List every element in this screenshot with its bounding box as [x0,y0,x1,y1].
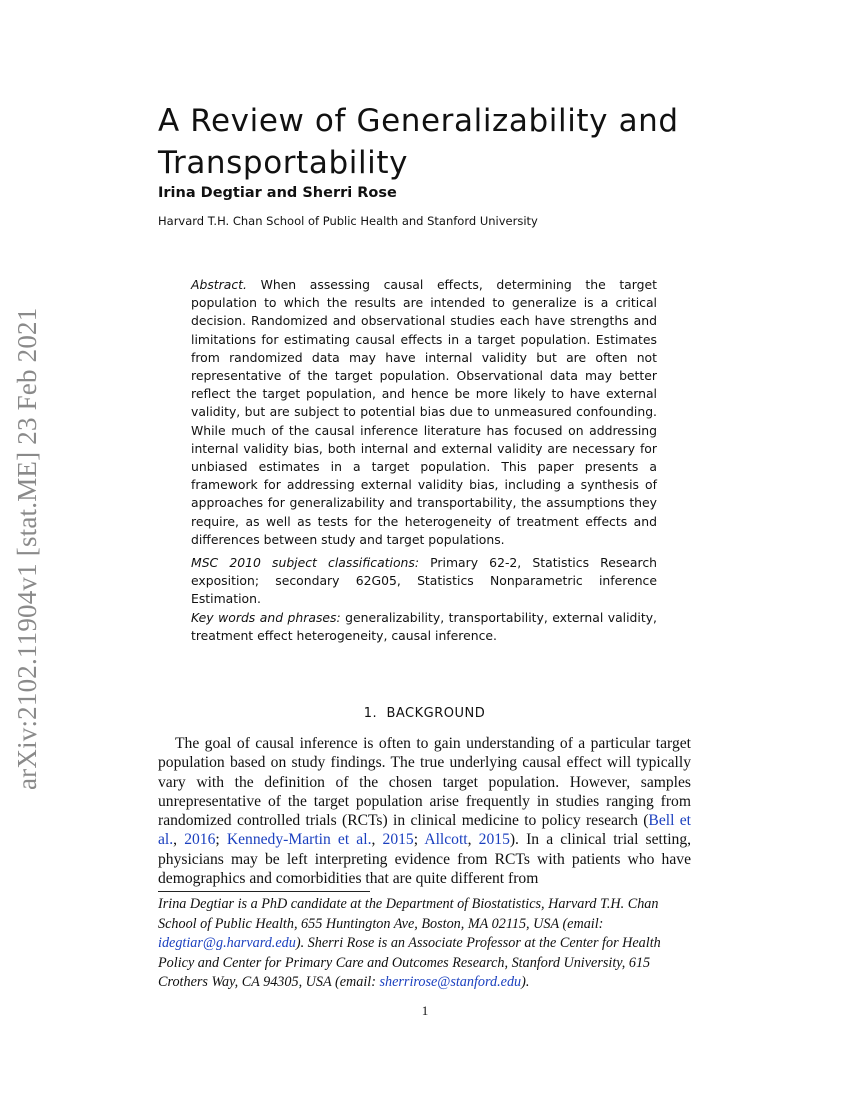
author-affiliation: Harvard T.H. Chan School of Public Health and Stanford University [158,214,538,228]
msc-label: MSC 2010 subject classifications: [191,555,420,571]
footnote-text-segment: ). Sherri Rose is an Associate Professor at the Center for Health Policy and Center for Primary Care and Outcomes Research, Stanford University, 615 Crothers Way, CA 94305, USA (email: [158,935,661,990]
citation-separator: ; [215,831,227,849]
email-link-degtiar[interactable]: idegtiar@g.harvard.edu [158,935,296,951]
abstract-paragraph [191,276,657,549]
keywords [191,609,657,645]
body-paragraph [158,734,691,888]
paper-authors: Irina Degtiar and Sherri Rose [158,185,397,201]
section-title: BACKGROUND [386,706,486,721]
citation-link-allcott[interactable]: Allcott [424,831,468,849]
citation-author: Bell et al. [158,812,691,849]
paper-title: A Review of Generalizability and Transportability [158,103,679,181]
citation-separator: , [371,831,383,849]
citation-link-kennedy-martin[interactable]: Kennedy-Martin et al. [226,831,372,849]
body-text-segment: ). In a clinical trial setting, physicians may be left interpreting evidence from RCTs with patients who have demographics and comorbidities that are quite different from [158,831,692,888]
citation-year-link-bell[interactable]: 2016 [184,831,216,849]
msc-text: Primary 62-2, Statistics Research exposition; secondary 62G05, Statistics Nonparametric inference Estimation. [191,555,657,607]
msc-classifications [191,554,657,609]
page-number: 1 [421,1003,429,1018]
keywords-label: Key words and phrases: [191,609,341,625]
abstract-block [191,276,657,645]
email-link-rose[interactable]: sherrirose@stanford.edu [379,974,522,990]
abstract-label: Abstract. [191,277,247,292]
body-text-segment: The goal of causal inference is often to gain understanding of a particular target population based on study findings. The true underlying causal effect will typically vary with the definition of the chosen target population. However, samples unrepresentative of the target population arise frequently in studies ranging from randomized controlled trials (RCTs) in clinical medicine to policy research ( [158,735,691,830]
citation-year-link-kennedy-martin[interactable]: 2015 [382,831,414,849]
arxiv-identifier-stamp: arXiv:2102.11904v1 [stat.ME] 23 Feb 2021 [12,307,42,790]
citation-separator: , [467,831,479,849]
footnote-text-segment: ). [521,974,530,990]
section-number: 1. [363,706,378,721]
footnote-divider [158,891,370,892]
citation-year-link-allcott[interactable]: 2015 [478,831,510,849]
section-heading [158,706,691,721]
citation-separator: , [173,831,185,849]
footnote-text-segment: Irina Degtiar is a PhD candidate at the Department of Biostatistics, Harvard T.H. Chan School of Public Health, 655 Huntington Ave, Boston, MA 02115, USA (email: [158,896,659,932]
abstract-text: When assessing causal effects, determining the target population to which the results are intended to generalize is a critical decision. Randomized and observational studies each have strengths and limitations for estimating causal effects in a target population. Estimates from randomized data may have internal validity but are often not representative of the target population. Observational data may better reflect the target population, and hence be more likely to have external validity, but are subject to potential bias due to unmeasured confounding. While much of the causal inference literature has focused on addressing internal validity bias, both internal and external validity are necessary for unbiased estimates in a target population. This paper presents a framework for addressing external validity bias, including a synthesis of approaches for generalizability and transportability, the assumptions they require, as well as tests for the heterogeneity of treatment effects and differences between study and target populations. [191,277,657,547]
author-footnote [158,895,691,993]
keywords-text: generalizability, transportability, external validity, treatment effect heterogeneity, causal inference. [191,609,657,643]
citation-separator: ; [413,831,425,849]
